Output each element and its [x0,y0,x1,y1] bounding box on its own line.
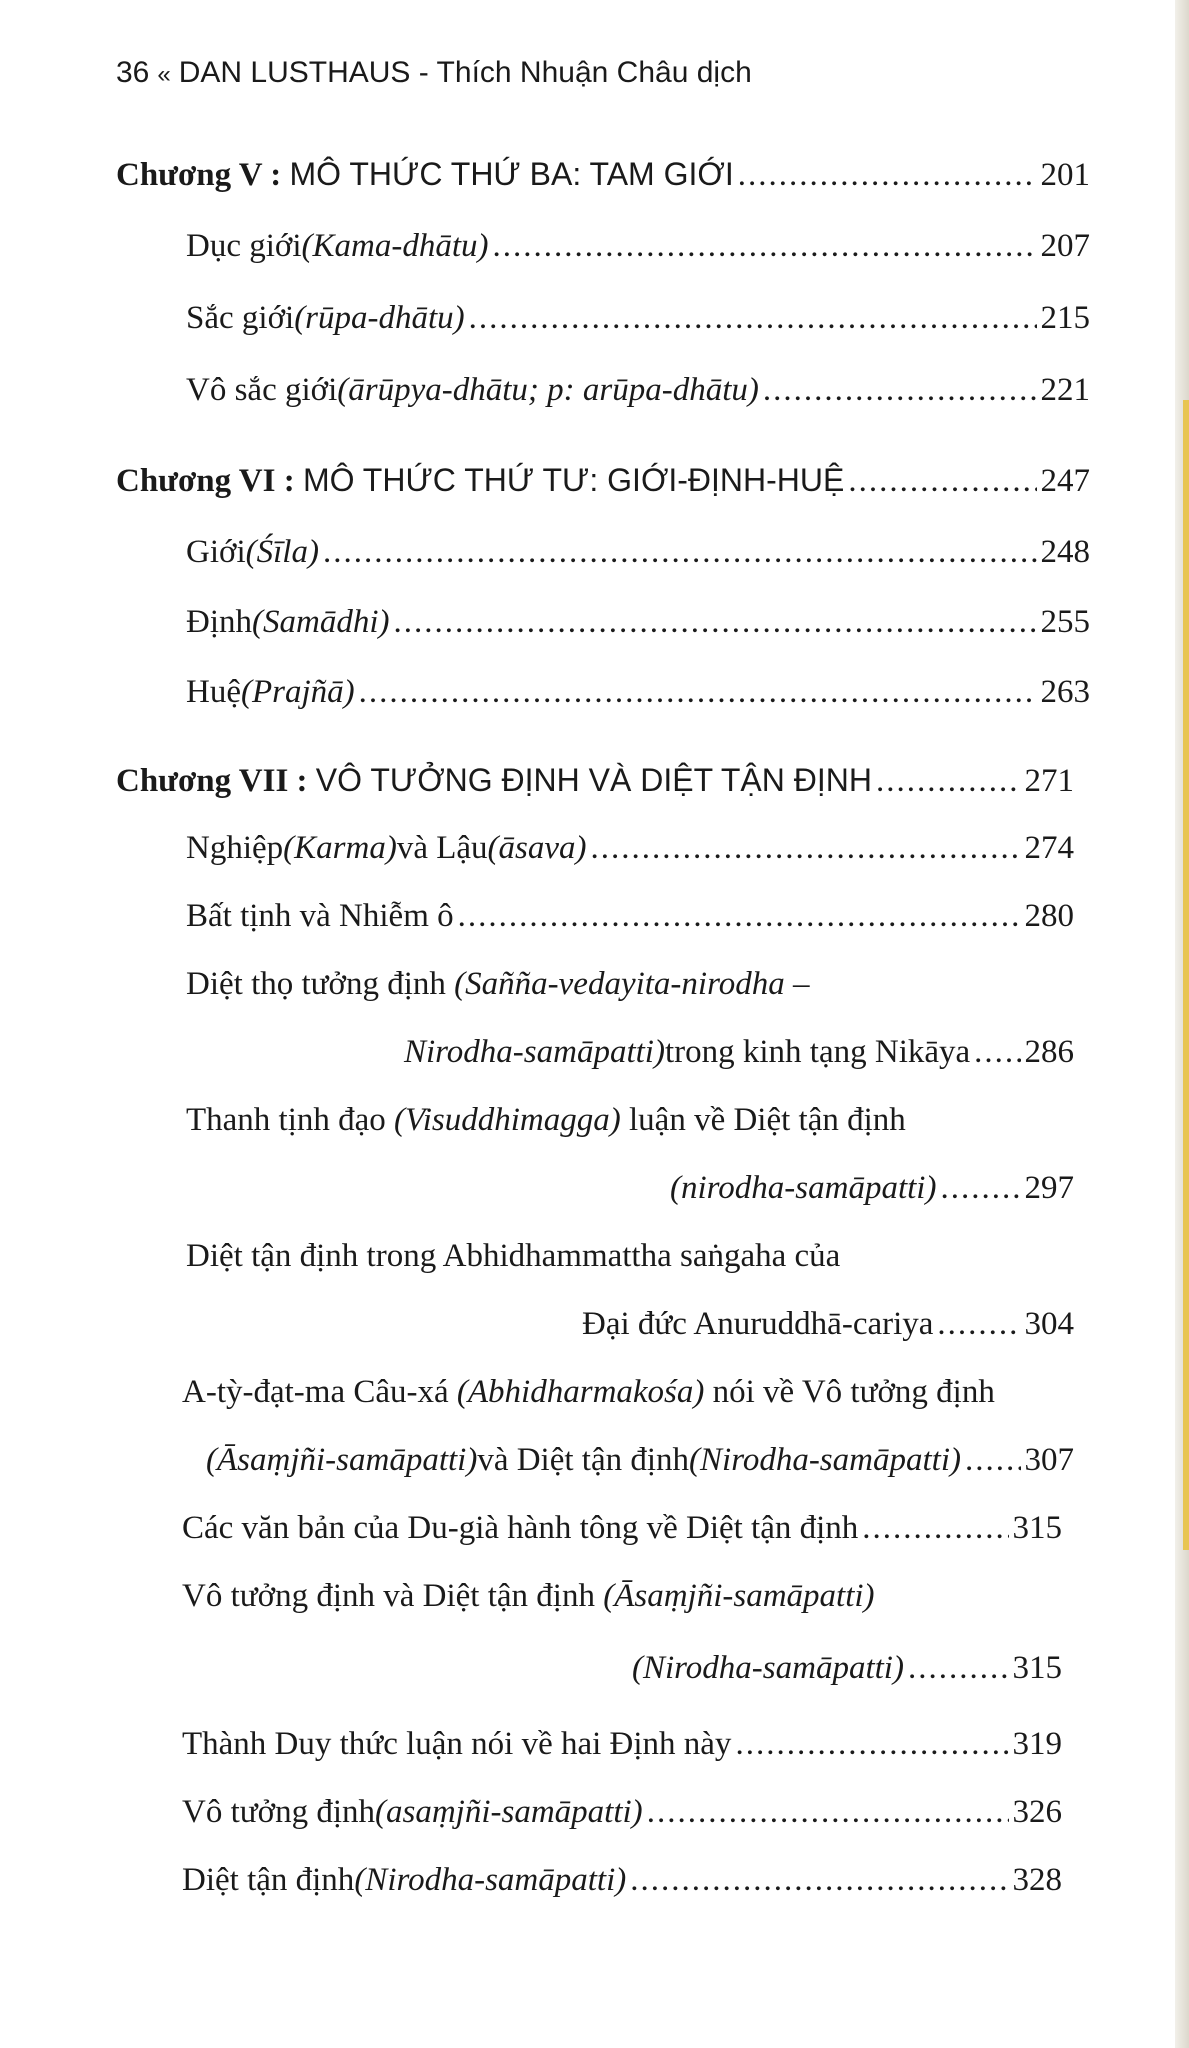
page-ref: 326 [1012,1794,1062,1830]
running-header [116,56,752,90]
toc-entry-line2 [582,1302,1074,1346]
entry-text: Huệ [186,674,241,710]
entry-text: Dục giới [186,228,302,264]
chapter-label: Chương V : [116,157,282,193]
page-ref: 328 [1012,1862,1062,1898]
entry-italic: (ārūpya-dhātu; p: arūpa-dhātu) [337,372,759,408]
toc-entry [186,894,1074,938]
toc-entry [186,826,1074,870]
page-ref: 315 [1012,1510,1062,1546]
entry-italic: (Prajñā) [240,674,355,710]
toc-entry-line1 [186,1098,906,1142]
toc-entry-line1 [186,962,809,1006]
entry-text: và Diệt tận định [477,1442,690,1478]
page-edge-gold [1183,400,1189,1550]
toc-chapter-5 [116,152,1090,197]
page-ref: 201 [1040,157,1090,193]
toc-entry [182,1790,1062,1834]
entry-text: Vô sắc giới [186,372,338,408]
toc-entry-line2 [670,1166,1074,1210]
dot-leader [493,224,1037,268]
entry-italic: (nirodha-samāpatti) [670,1170,937,1206]
chapter-title: MÔ THỨC THỨ TƯ: GIỚI-ĐỊNH-HUỆ [302,462,845,498]
dot-leader [323,530,1037,574]
entry-text: Bất tịnh và Nhiễm ô [186,898,454,934]
entry-text: nói về Vô tưởng định [704,1374,995,1410]
entry-text: Vô tưởng định [182,1794,376,1830]
page-ref: 280 [1024,898,1074,934]
entry-text: Giới [186,534,246,570]
entry-text: Diệt thọ tưởng định [186,966,455,1002]
entry-text: Sắc giới [186,300,295,336]
page-ref: 315 [1012,1650,1062,1686]
page-ref: 263 [1040,674,1090,710]
entry-italic: (rūpa-dhātu) [294,300,465,336]
toc-entry-line2 [632,1646,1062,1690]
entry-italic: (Karma) [283,830,397,866]
toc-entry [182,1506,1062,1550]
page-ref: 304 [1024,1306,1074,1342]
page-ref: 286 [1024,1034,1074,1070]
chapter-title: MÔ THỨC THỨ BA: TAM GIỚI [289,156,734,192]
dot-leader [458,894,1021,938]
toc-entry [186,670,1090,714]
dot-leader [965,1438,1021,1482]
page-ref: 247 [1040,463,1090,499]
dot-leader [393,600,1036,644]
entry-italic: Nirodha-samāpatti) [404,1034,665,1070]
chapter-title: VÔ TƯỞNG ĐỊNH VÀ DIỆT TẬN ĐỊNH [315,762,872,798]
entry-text: Vô tưởng định và Diệt tận định [182,1578,604,1614]
dot-leader [974,1030,1020,1074]
dot-leader [876,759,1021,803]
chapter-label: Chương VII : [116,763,308,799]
entry-italic: (asaṃjñi-samāpatti) [375,1794,643,1830]
toc-entry [186,368,1090,412]
entry-text: Diệt tận định trong Abhidhammattha saṅgaha của [186,1238,841,1274]
entry-italic: (Samādhi) [252,604,390,640]
entry-italic: (Nirodha-samāpatti) [632,1650,904,1686]
toc-entry [186,600,1090,644]
dot-leader [735,1722,1008,1766]
entry-italic: (Nirodha-samāpatti) [689,1442,961,1478]
toc-entry-line1 [182,1370,995,1414]
dot-leader [940,1166,1020,1210]
dot-leader [647,1790,1009,1834]
entry-italic: (Saññа-vedayita-nirodha – [454,966,810,1002]
dot-leader [738,153,1037,197]
page-ref: 297 [1024,1170,1074,1206]
page-ref: 215 [1040,300,1090,336]
page-ref: 248 [1040,534,1090,570]
entry-text: và Lậu [396,830,488,866]
page-ref: 319 [1012,1726,1062,1762]
header-separator: « [157,61,171,88]
page-number: 36 [116,56,150,89]
dot-leader [469,296,1037,340]
toc-entry [186,530,1090,574]
dot-leader [937,1302,1020,1346]
toc-entry [186,224,1090,268]
toc-entry [186,296,1090,340]
dot-leader [591,826,1021,870]
dot-leader [848,459,1036,503]
toc-entry-line1 [182,1574,875,1618]
chapter-label: Chương VI : [116,463,295,499]
toc-entry [182,1722,1062,1766]
running-title: DAN LUSTHAUS - Thích Nhuận Châu dịch [178,56,752,89]
entry-text: Diệt tận định [182,1862,355,1898]
entry-text: luận về Diệt tận định [620,1102,906,1138]
page-ref: 221 [1040,372,1090,408]
toc-entry-line2 [404,1030,1074,1074]
entry-text: Đại đức Anuruddhā-cariya [582,1306,934,1342]
toc-entry-line1 [186,1234,840,1278]
page-ref: 274 [1024,830,1074,866]
entry-text: trong kinh tạng Nikāya [664,1034,971,1070]
dot-leader [763,368,1037,412]
entry-text: A-tỳ-đạt-ma Câu-xá [182,1374,457,1410]
entry-text: Thanh tịnh đạo [186,1102,395,1138]
page-ref: 271 [1024,763,1074,799]
entry-italic: (Āsaṃjñi-samāpatti) [206,1442,478,1478]
toc-entry-line2 [206,1438,1074,1482]
page-ref: 207 [1040,228,1090,264]
entry-italic: (Nirodha-samāpatti) [354,1862,627,1898]
entry-text: Định [186,604,252,640]
toc-chapter-7 [116,758,1074,803]
entry-text: Nghiệp [186,830,284,866]
dot-leader [862,1506,1008,1550]
entry-text: Các văn bản của Du-già hành tông về Diệt tận định [182,1510,859,1546]
page-ref: 255 [1040,604,1090,640]
dot-leader [359,670,1037,714]
entry-italic: (Śīla) [245,534,319,570]
toc-chapter-6 [116,458,1090,503]
entry-text: Thành Duy thức luận nói về hai Định này [182,1726,732,1762]
entry-italic: (Āsaṃjñi-samāpatti) [603,1578,875,1614]
entry-italic: (Abhidharmakośa) [456,1374,705,1410]
toc-entry [182,1858,1062,1902]
entry-italic: (Kama-dhātu) [301,228,489,264]
page-ref: 307 [1024,1442,1074,1478]
dot-leader [908,1646,1009,1690]
dot-leader [630,1858,1008,1902]
entry-italic: (Visuddhimagga) [394,1102,621,1138]
entry-italic: (āsava) [487,830,587,866]
